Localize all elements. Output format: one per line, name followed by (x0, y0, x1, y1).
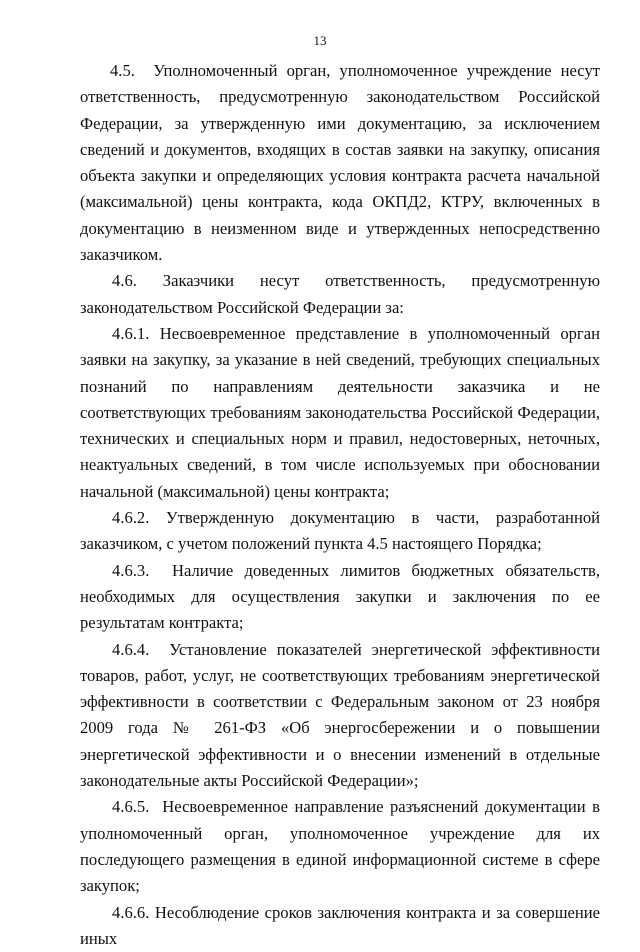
paragraph-4-6: 4.6. Заказчики несут ответственность, предусмотренную законодательством Российской Федерации за: (80, 268, 600, 321)
paragraph-4-6-2: 4.6.2. Утвержденную документацию в части, разработанной заказчиком, с учетом положений пункта 4.5 настоящего Порядка; (80, 505, 600, 558)
paragraph-4-6-4: 4.6.4. Установление показателей энергетической эффективности товаров, работ, услуг, не соответствующих требованиям энергетической эффективности в соответствии с Федеральным законом от 23 ноября 2009 года № 261-ФЗ «Об энергосбережении и о повышении энергетической эффективности и о внесении изменений в отдельные законодательные акты Российской Федерации»; (80, 637, 600, 795)
paragraph-4-6-1: 4.6.1. Несвоевременное представление в уполномоченный орган заявки на закупку, за указание в ней сведений, требующих специальных познаний по направлениям деятельности заказчика и не соответствующих требованиям законодательства Российской Федерации, технических и специальных норм и правил, недостоверных, неточных, неактуальных сведений, в том числе используемых при обосновании начальной (максимальной) цены контракта; (80, 321, 600, 505)
document-body (80, 58, 600, 952)
paragraph-4-6-6: 4.6.6. Несоблюдение сроков заключения контракта и за совершение иных (80, 900, 600, 952)
paragraph-4-5: 4.5. Уполномоченный орган, уполномоченное учреждение несут ответственность, предусмотренную законодательством Российской Федерации, за утвержденную ими документацию, за исключением сведений и документов, входящих в состав заявки на закупку, описания объекта закупки и определяющих условия контракта расчета начальной (максимальной) цены контракта, кода ОКПД2, КТРУ, включенных в документацию в неизменном виде и утвержденных непосредственно заказчиком. (80, 58, 600, 268)
paragraph-4-6-5: 4.6.5. Несвоевременное направление разъяснений документации в уполномоченный орган, уполномоченное учреждение для их последующего размещения в единой информационной системе в сфере закупок; (80, 794, 600, 899)
page-number: 13 (0, 33, 640, 49)
paragraph-4-6-3: 4.6.3. Наличие доведенных лимитов бюджетных обязательств, необходимых для осуществления закупки и заключения по ее результатам контракта; (80, 558, 600, 637)
